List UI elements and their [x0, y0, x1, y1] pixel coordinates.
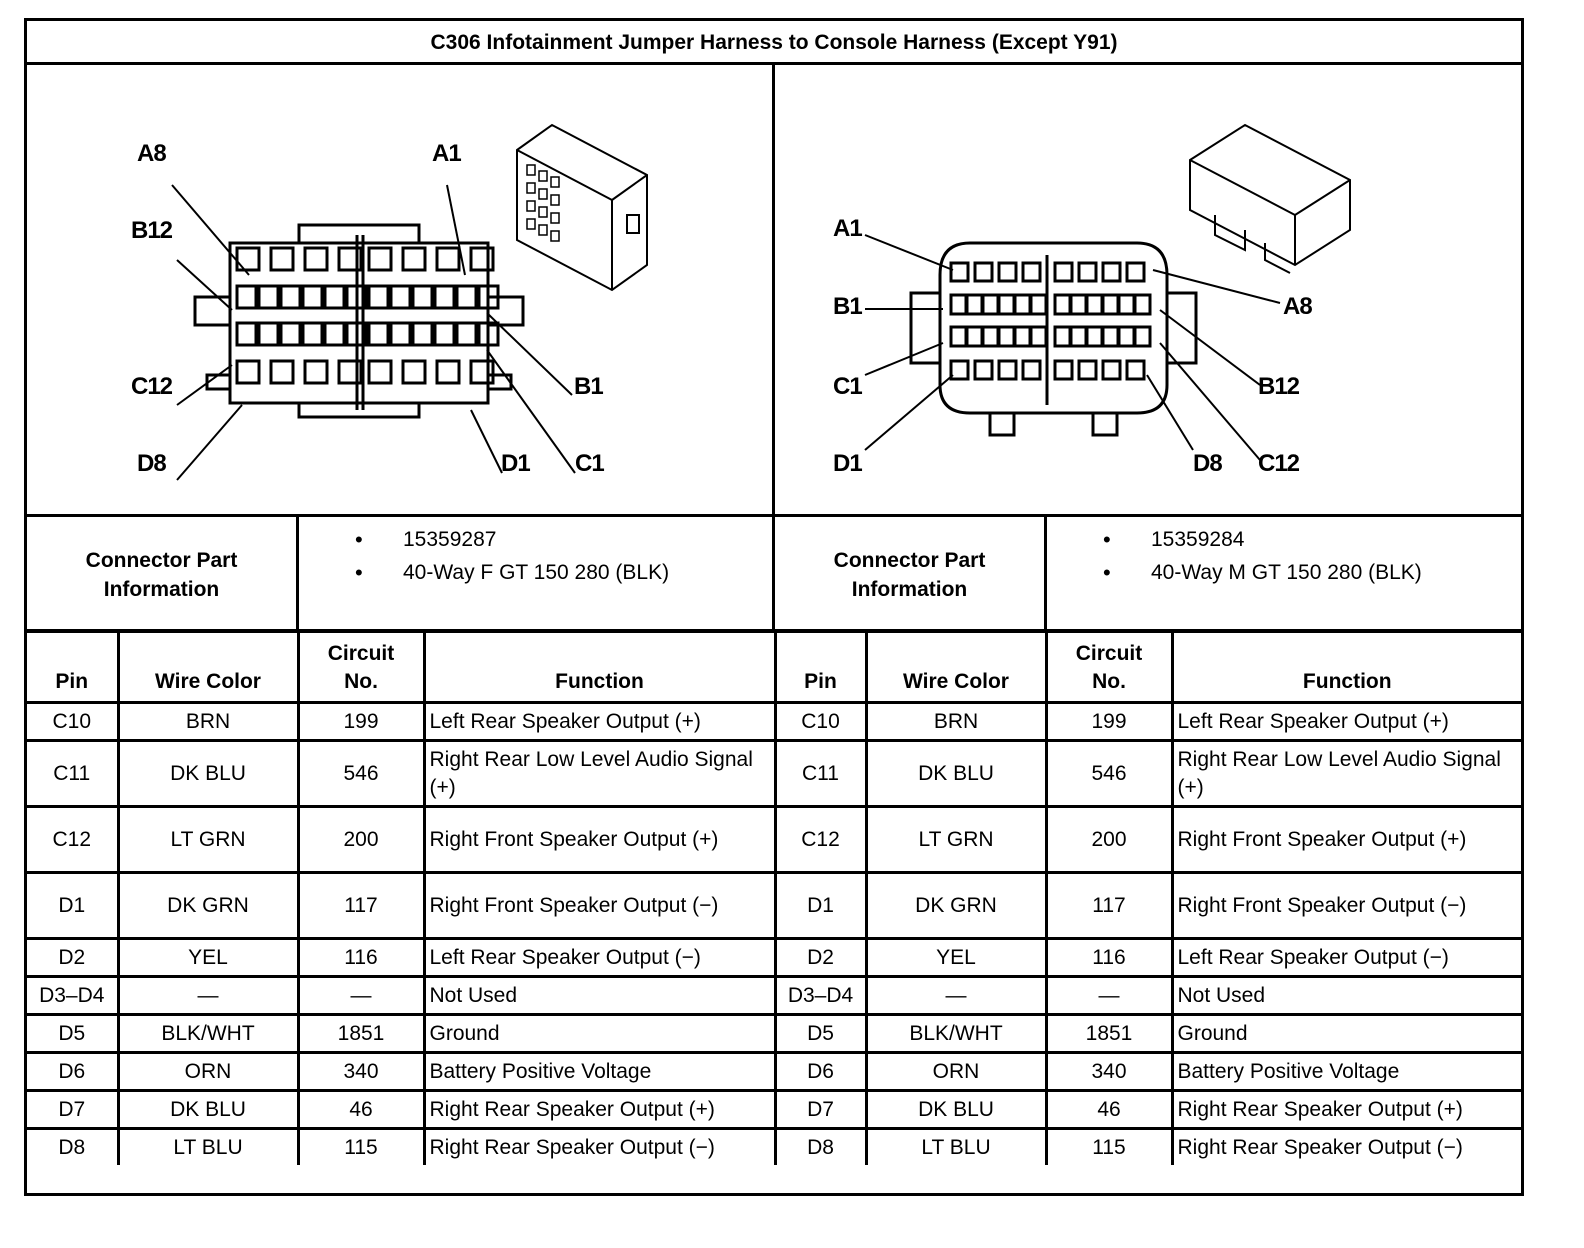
table-row: [27, 873, 1521, 939]
label-b12: B12: [131, 217, 173, 244]
function-cell: Right Front Speaker Output (−): [1172, 873, 1521, 939]
circuit-cell: 546: [1046, 741, 1172, 807]
table-row: [27, 1053, 1521, 1091]
pin-cell: D3–D4: [775, 977, 866, 1015]
function-cell: Right Rear Speaker Output (+): [1172, 1091, 1521, 1129]
circuit-cell: 340: [1046, 1053, 1172, 1091]
connector-info-header-left: [27, 517, 299, 632]
table-row: [27, 1129, 1521, 1166]
pin-cell: D8: [775, 1129, 866, 1166]
function-cell: Right Rear Speaker Output (−): [424, 1129, 775, 1166]
pinout-sheet: [24, 18, 1524, 1196]
pin-cell: D1: [775, 873, 866, 939]
col-circuit: Circuit No.: [298, 632, 424, 703]
label-d8: D8: [137, 450, 166, 477]
table-row: [27, 807, 1521, 873]
pin-cell: D7: [27, 1091, 118, 1129]
circuit-cell: 1851: [1046, 1015, 1172, 1053]
function-cell: Right Rear Low Level Audio Signal (+): [1172, 741, 1521, 807]
pin-cell: D1: [27, 873, 118, 939]
circuit-cell: 200: [1046, 807, 1172, 873]
wire-color-cell: BRN: [118, 703, 298, 741]
function-cell: Battery Positive Voltage: [1172, 1053, 1521, 1091]
circuit-cell: 199: [298, 703, 424, 741]
label-a1: A1: [432, 140, 461, 167]
table-row: [27, 977, 1521, 1015]
label-d1: D1: [501, 450, 530, 477]
col-wire-color: Wire Color: [866, 632, 1046, 703]
table-row: [27, 1015, 1521, 1053]
function-cell: Ground: [424, 1015, 775, 1053]
col-function: Function: [1172, 632, 1521, 703]
function-cell: Right Rear Low Level Audio Signal (+): [424, 741, 775, 807]
wire-color-cell: BLK/WHT: [866, 1015, 1046, 1053]
header-line: Connector Part: [85, 548, 238, 572]
wire-color-cell: DK BLU: [866, 1091, 1046, 1129]
header-line: Connector Part: [833, 548, 986, 572]
wire-color-cell: BRN: [866, 703, 1046, 741]
male-connector-diagram: [775, 65, 1521, 517]
circuit-cell: —: [1046, 977, 1172, 1015]
pin-cell: C12: [775, 807, 866, 873]
pin-cell: D6: [27, 1053, 118, 1091]
connector-info-header-right: [775, 517, 1047, 632]
label-b1: B1: [833, 293, 862, 320]
wire-color-cell: LT GRN: [866, 807, 1046, 873]
pin-cell: D5: [775, 1015, 866, 1053]
pin-cell: D2: [27, 939, 118, 977]
circuit-cell: 117: [298, 873, 424, 939]
col-pin: Pin: [27, 632, 118, 703]
wire-color-cell: ORN: [118, 1053, 298, 1091]
wire-color-cell: DK BLU: [118, 741, 298, 807]
part-description: • 40-Way M GT 150 280 (BLK): [1047, 556, 1521, 589]
wire-color-cell: LT BLU: [866, 1129, 1046, 1166]
wire-color-cell: —: [118, 977, 298, 1015]
function-cell: Right Front Speaker Output (+): [1172, 807, 1521, 873]
pin-cell: C10: [775, 703, 866, 741]
col-circuit: Circuit No.: [1046, 632, 1172, 703]
circuit-cell: 117: [1046, 873, 1172, 939]
circuit-cell: —: [298, 977, 424, 1015]
circuit-cell: 46: [298, 1091, 424, 1129]
col-wire-color: Wire Color: [118, 632, 298, 703]
label-a8: A8: [137, 140, 166, 167]
function-cell: Left Rear Speaker Output (+): [1172, 703, 1521, 741]
pin-cell: C12: [27, 807, 118, 873]
function-cell: Right Rear Speaker Output (−): [1172, 1129, 1521, 1166]
col-pin: Pin: [775, 632, 866, 703]
function-cell: Ground: [1172, 1015, 1521, 1053]
pin-cell: D2: [775, 939, 866, 977]
wire-color-cell: BLK/WHT: [118, 1015, 298, 1053]
wire-color-cell: ORN: [866, 1053, 1046, 1091]
function-cell: Not Used: [424, 977, 775, 1015]
part-description: • 40-Way F GT 150 280 (BLK): [299, 556, 772, 589]
circuit-cell: 116: [298, 939, 424, 977]
pin-cell: D5: [27, 1015, 118, 1053]
function-cell: Right Front Speaker Output (−): [424, 873, 775, 939]
wire-color-cell: DK GRN: [866, 873, 1046, 939]
label-a8: A8: [1283, 293, 1312, 320]
header-line: Information: [851, 577, 968, 601]
label-c1: C1: [575, 450, 604, 477]
connector-info-band: [27, 514, 1521, 632]
table-row: [27, 703, 1521, 741]
label-a1: A1: [833, 215, 862, 242]
circuit-cell: 115: [1046, 1129, 1172, 1166]
part-number: • 15359284: [1047, 523, 1521, 556]
pinout-table: [27, 630, 1521, 1165]
female-connector-diagram: [27, 65, 775, 517]
wire-color-cell: YEL: [118, 939, 298, 977]
function-cell: Left Rear Speaker Output (+): [424, 703, 775, 741]
part-number: • 15359287: [299, 523, 772, 556]
function-cell: Left Rear Speaker Output (−): [1172, 939, 1521, 977]
page-title: C306 Infotainment Jumper Harness to Console Harness (Except Y91): [27, 21, 1521, 65]
wire-color-cell: YEL: [866, 939, 1046, 977]
wire-color-cell: DK BLU: [866, 741, 1046, 807]
table-row: [27, 939, 1521, 977]
pin-cell: C11: [27, 741, 118, 807]
function-cell: Right Rear Speaker Output (+): [424, 1091, 775, 1129]
function-cell: Right Front Speaker Output (+): [424, 807, 775, 873]
label-c12: C12: [131, 373, 173, 400]
connector-info-list-right: [1047, 517, 1521, 632]
pin-cell: D3–D4: [27, 977, 118, 1015]
circuit-cell: 115: [298, 1129, 424, 1166]
wire-color-cell: LT GRN: [118, 807, 298, 873]
pin-cell: C10: [27, 703, 118, 741]
function-cell: Left Rear Speaker Output (−): [424, 939, 775, 977]
function-cell: Not Used: [1172, 977, 1521, 1015]
pin-cell: D6: [775, 1053, 866, 1091]
male-connector-drawing: [775, 65, 1521, 517]
wire-color-cell: LT BLU: [118, 1129, 298, 1166]
label-c1: C1: [833, 373, 862, 400]
label-b1: B1: [574, 373, 603, 400]
pin-cell: C11: [775, 741, 866, 807]
wire-color-cell: DK GRN: [118, 873, 298, 939]
col-function: Function: [424, 632, 775, 703]
circuit-cell: 199: [1046, 703, 1172, 741]
label-c12: C12: [1258, 450, 1300, 477]
circuit-cell: 46: [1046, 1091, 1172, 1129]
header-line: Information: [103, 577, 220, 601]
table-header-row: [27, 632, 1521, 703]
connector-info-list-left: [299, 517, 775, 632]
pin-cell: D8: [27, 1129, 118, 1166]
label-d8: D8: [1193, 450, 1222, 477]
wire-color-cell: DK BLU: [118, 1091, 298, 1129]
circuit-cell: 546: [298, 741, 424, 807]
label-b12: B12: [1258, 373, 1300, 400]
pin-cell: D7: [775, 1091, 866, 1129]
function-cell: Battery Positive Voltage: [424, 1053, 775, 1091]
circuit-cell: 340: [298, 1053, 424, 1091]
label-d1: D1: [833, 450, 862, 477]
circuit-cell: 116: [1046, 939, 1172, 977]
circuit-cell: 200: [298, 807, 424, 873]
table-row: [27, 1091, 1521, 1129]
wire-color-cell: —: [866, 977, 1046, 1015]
circuit-cell: 1851: [298, 1015, 424, 1053]
table-row: [27, 741, 1521, 807]
